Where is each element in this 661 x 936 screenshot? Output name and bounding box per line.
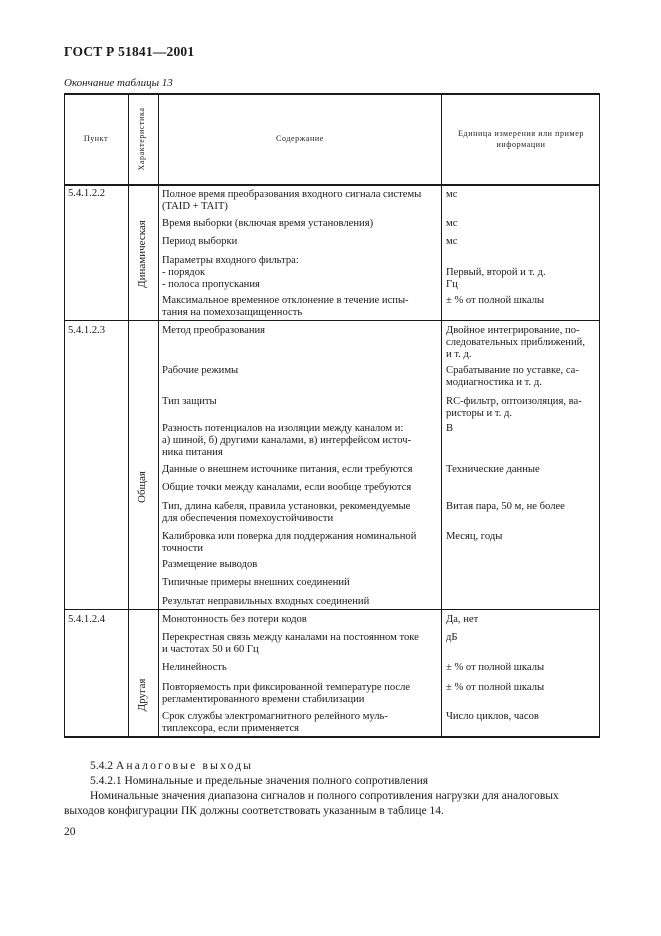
category-label: Динамическая	[136, 220, 148, 288]
content-cell	[162, 295, 442, 319]
content-line: Полное время преобразования входного сигнала системы	[162, 189, 422, 200]
content-line: тания на помехозащищенность	[162, 307, 303, 319]
table-border-bottom	[64, 736, 600, 738]
unit-cell	[446, 267, 598, 291]
column-divider	[158, 93, 159, 737]
content-cell: Тип защиты	[162, 396, 217, 407]
content-line: Параметры входного фильтра:	[162, 255, 299, 266]
column-divider	[128, 93, 129, 737]
content-cell	[162, 632, 442, 656]
unit-line: RC-фильтр, оптоизоляция, ва-	[446, 396, 582, 407]
content-cell: Размещение выводов	[162, 559, 258, 570]
unit-cell: мс	[446, 218, 458, 229]
group-divider	[64, 609, 600, 610]
page-number: 20	[64, 826, 76, 838]
header-unit: Единица измерения или пример информации	[458, 129, 584, 149]
group-item-number: 5.4.1.2.3	[68, 325, 106, 336]
content-cell	[162, 531, 442, 555]
section-subheading: 5.4.2.1 Номинальные и предельные значения полного сопротивления	[90, 775, 429, 787]
header-content: Содержание	[276, 134, 324, 143]
group-item-number: 5.4.1.2.4	[68, 614, 106, 625]
unit-cell: Технические данные	[446, 464, 540, 475]
unit-cell: ± % от полной шкалы	[446, 295, 545, 306]
content-line: Максимальное временное отклонение в течение испы-	[162, 295, 409, 306]
section-heading-title: Аналоговые выходы	[115, 760, 254, 772]
content-cell	[162, 682, 442, 706]
unit-cell: ± % от полной шкалы	[446, 682, 545, 693]
content-cell: Типичные примеры внешних соединений	[162, 577, 350, 588]
group-divider	[64, 320, 600, 321]
content-cell: Результат неправильных входных соединений	[162, 596, 370, 607]
content-cell: Общие точки между каналами, если вообще требуются	[162, 482, 412, 493]
unit-cell: Витая пара, 50 м, не более	[446, 501, 565, 512]
header-divider	[64, 184, 600, 186]
unit-cell: ± % от полной шкалы	[446, 662, 545, 673]
category-label: Общая	[136, 471, 148, 503]
section-paragraph-line: выходов конфигурации ПК должны соответствовать указанным в таблице 14.	[64, 805, 444, 817]
content-line: Калибровка или поверка для поддержания номинальной	[162, 531, 417, 542]
content-cell	[162, 255, 442, 292]
content-cell: Период выборки	[162, 236, 238, 247]
category-label: Другая	[136, 678, 148, 712]
unit-cell: Число циклов, часов	[446, 711, 539, 722]
content-cell: Монотонность без потери кодов	[162, 614, 307, 625]
content-cell	[162, 501, 442, 525]
content-line: Повторяемость при фиксированной температуре после	[162, 682, 411, 693]
table-caption: Окончание таблицы 13	[64, 77, 173, 89]
unit-line: и т. д.	[446, 349, 472, 361]
unit-line: Двойное интегрирование, по-	[446, 325, 580, 336]
content-line: типлексора, если применяется	[162, 723, 300, 735]
header-characteristic: Характеристика	[137, 107, 146, 171]
unit-cell: Месяц, годы	[446, 531, 503, 542]
section-heading	[90, 759, 253, 774]
content-cell	[162, 711, 442, 735]
unit-cell: мс	[446, 236, 458, 247]
spec-table	[64, 93, 600, 737]
unit-line: Срабатывание по уставке, са-	[446, 365, 579, 376]
unit-cell: Да, нет	[446, 614, 479, 625]
content-cell: Время выборки (включая время установления)	[162, 218, 374, 229]
content-line: (TAID + TAIT)	[162, 201, 228, 213]
unit-line: следовательных приближений,	[446, 337, 585, 349]
unit-cell: мс	[446, 189, 458, 200]
unit-cell	[446, 396, 598, 420]
section-heading-number: 5.4.2	[90, 760, 113, 772]
content-line: - полоса пропускания	[162, 279, 260, 291]
header-item: Пункт	[83, 134, 109, 143]
content-cell: Данные о внешнем источнике питания, если требуются	[162, 464, 413, 475]
content-line: точности	[162, 543, 204, 555]
content-line: а) шиной, б) другими каналами, в) интерфейсом источ-	[162, 435, 412, 447]
unit-line: Гц	[446, 279, 458, 291]
content-line: Разность потенциалов на изоляции между каналом и:	[162, 423, 404, 434]
content-line: Срок службы электромагнитного релейного муль-	[162, 711, 388, 722]
unit-cell	[446, 365, 598, 389]
table-border-right	[599, 93, 600, 737]
section-paragraph-line: Номинальные значения диапазона сигналов и полного сопротивления нагрузки для аналоговых	[90, 790, 559, 802]
document-header: ГОСТ Р 51841—2001	[64, 44, 195, 59]
unit-line: Первый, второй и т. д.	[446, 267, 546, 278]
content-line: и частотах 50 и 60 Гц	[162, 644, 259, 656]
content-line: регламентированного времени стабилизации	[162, 694, 365, 706]
unit-cell	[446, 325, 598, 362]
group-item-number: 5.4.1.2.2	[68, 188, 106, 199]
content-cell	[162, 189, 442, 213]
table-border-left	[64, 93, 65, 737]
content-line: - порядок	[162, 267, 206, 279]
content-line: Тип, длина кабеля, правила установки, рекомендуемые	[162, 501, 411, 512]
content-line: для обеспечения помехоустойчивости	[162, 513, 334, 525]
content-cell: Метод преобразования	[162, 325, 266, 336]
content-cell: Нелинейность	[162, 662, 227, 673]
content-line: ника питания	[162, 447, 223, 459]
content-cell: Рабочие режимы	[162, 365, 239, 376]
content-cell	[162, 423, 442, 460]
unit-line: модиагностика и т. д.	[446, 377, 542, 389]
unit-cell: В	[446, 423, 454, 434]
content-line: Перекрестная связь между каналами на постоянном токе	[162, 632, 419, 643]
unit-cell: дБ	[446, 632, 458, 643]
unit-line: ристоры и т. д.	[446, 408, 513, 420]
